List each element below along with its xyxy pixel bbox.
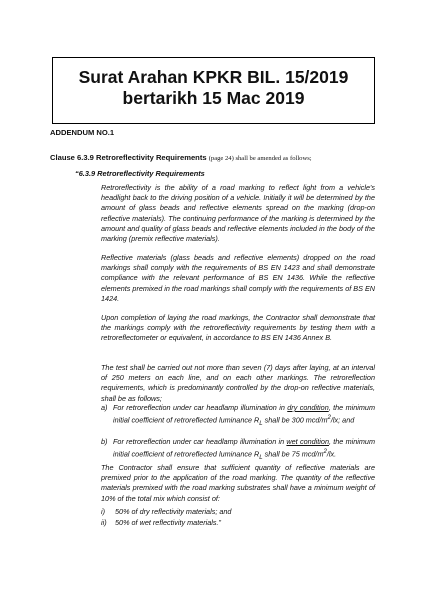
list-item-a bbox=[101, 403, 375, 429]
roman-item-label: ii) bbox=[101, 518, 107, 527]
paragraph-completion: Upon completion of laying the road markings, the Contractor shall demonstrate that the markings comply with the retroreflectivity requirements by testing them with a retroreflectometer or equivalent, in accordance to BS EN 1436 Annex B. bbox=[101, 313, 375, 343]
list-item-text: For retroreflection under car headlamp illumination in dry condition, the minimum initial coefficient of retroreflected luminance $R_L$ shall be 300 mcd/$m^2/lx$; and bbox=[113, 403, 375, 428]
list-item-label: a) bbox=[101, 403, 108, 412]
paragraph-reflective-materials: Reflective materials (glass beads and reflective elements) dropped on the road markings shall comply with the requirements of BS EN 1423 and shall demonstrate compliance with the relevant performance of BS EN 1436. While the reflective elements premixed in the road markings shall comply with the requirements of BS EN 1424. bbox=[101, 253, 376, 303]
section-subheading: “6.3.9 Retroreflectivity Requirements bbox=[75, 169, 205, 178]
roman-item-text: 50% of wet reflectivity materials.” bbox=[115, 518, 221, 527]
clause-page-ref: (page 24) bbox=[208, 155, 234, 162]
roman-item-i bbox=[101, 507, 231, 517]
addendum-label: ADDENDUM NO.1 bbox=[50, 128, 115, 137]
roman-item-text: 50% of dry reflectivity materials; and bbox=[115, 507, 232, 516]
paragraph-test: The test shall be carried out not more than seven (7) days after laying, at an interval of 250 meters on each line, and on each other markings. The retroreflection requirements, which is predominantly controlled by the drop-on reflective materials, shall be as follows; bbox=[101, 363, 375, 403]
document-title-line1: Surat Arahan KPKR BIL. 15/2019 bbox=[78, 67, 349, 87]
list-item-text: For retroreflection under car headlamp illumination in wet condition, the minimum initial coefficient of retroreflected luminance $R_L$ shall be 75 mcd/$m^2/lx$. bbox=[113, 437, 376, 462]
paragraph-closing: The Contractor shall ensure that sufficient quantity of reflective materials are premixed prior to the application of the road marking. The quantity of the reflective materials premixed with the road marking substrates shall have a minimum weight of 10% of the total mix which consist of: bbox=[101, 463, 375, 503]
list-item-b bbox=[101, 437, 375, 463]
clause-label: Clause 6.3.9 Retroreflectivity Requirements bbox=[50, 153, 207, 162]
underlined-term: dry condition bbox=[287, 403, 329, 412]
paragraph-retroreflectivity: Retroreflectivity is the ability of a road marking to reflect light from a vehicle's headlight back to the driving position of a vehicle. Initially it will be determined by the amount of glass beads and reflective elements spread on the marking (drop-on reflective materials). The continuing performance of the marking is determined by the amount and quality of glass beads and reflective elements included in the body of the marking (premix reflective materials). bbox=[101, 183, 375, 244]
clause-tail: shall be amended as follows; bbox=[233, 155, 312, 162]
document-title-line2: bertarikh 15 Mac 2019 bbox=[122, 88, 305, 108]
list-item-label: b) bbox=[101, 437, 108, 446]
roman-item-label: i) bbox=[101, 507, 106, 516]
title-box bbox=[52, 57, 375, 124]
clause-heading bbox=[50, 153, 312, 162]
roman-item-ii bbox=[101, 518, 221, 528]
underlined-term: wet condition bbox=[286, 437, 329, 446]
